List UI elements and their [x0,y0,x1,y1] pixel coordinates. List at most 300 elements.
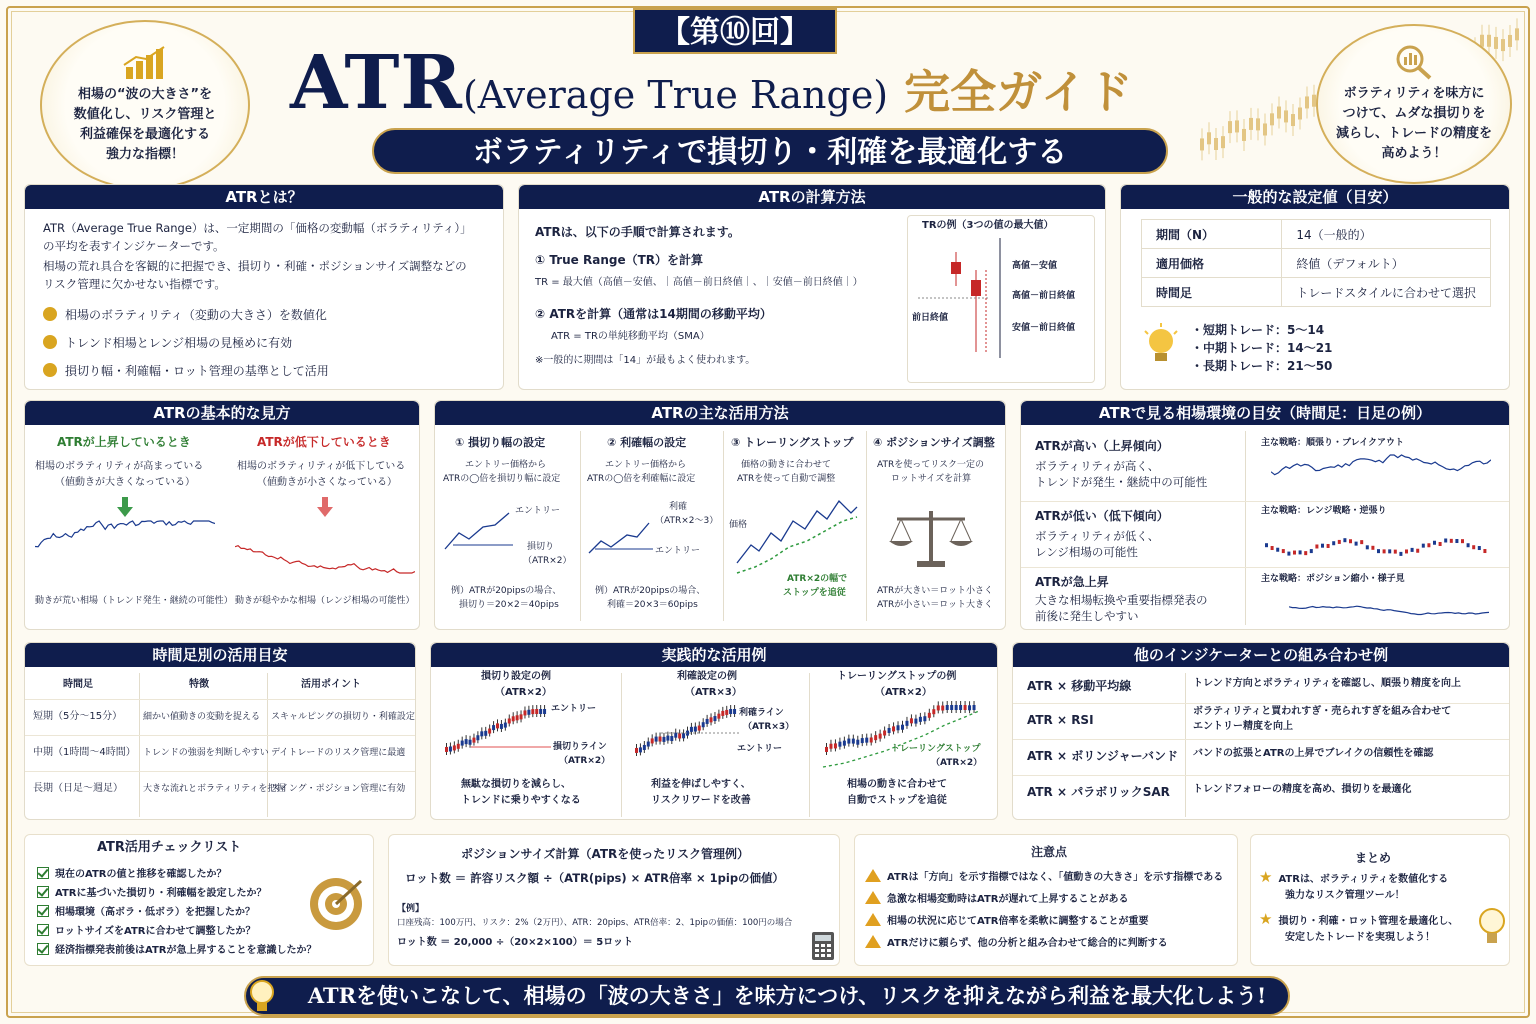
candle [651,738,654,743]
practice-item-sub: （ATR×2） [495,687,552,698]
decor-candle [1277,107,1281,119]
summary-item [1259,910,1459,928]
usage-item-desc: エントリー価格から [605,460,687,470]
candle [690,727,693,732]
about-point-label: 損切り幅・利確幅・ロット管理の基準として活用 [65,364,329,378]
checkbox-icon[interactable] [37,905,49,917]
target-icon [307,875,365,933]
candle [968,705,971,710]
candle [721,711,724,716]
basic-up-title: ATRが上昇しているとき [57,435,191,449]
stop-loss-diagram [443,505,513,555]
position-panel [388,834,840,966]
candle [1472,545,1475,549]
checkbox-icon[interactable] [37,867,49,879]
basic-up-desc: 相場のボラティリティが高まっている [35,461,204,472]
usage-label: 価格 [729,520,748,530]
practice-label: 損切りライン [553,742,607,752]
candle [825,747,828,752]
table-row [25,699,415,700]
take-profit-example-chart [631,703,741,769]
candle [923,716,926,721]
env-head: ATRが急上昇 [1035,575,1109,589]
timeframe-header: 特徴 [189,679,209,690]
candle [932,709,935,714]
candle [973,705,976,710]
about-text: 相場の荒れ具合を客観的に把握でき、損切り・利確・ポジションサイズ調整などの [43,259,467,273]
candle [710,717,713,722]
checkbox-icon[interactable] [37,886,49,898]
practice-caption: 利益を伸ばしやすく、 [651,779,751,790]
decor-candle [1270,113,1274,125]
candle [725,710,728,715]
checklist-item [37,865,226,881]
practice-caption: 相場の動きに合わせて [847,779,947,790]
decor-candle [1214,138,1218,150]
caution-label: 相場の状況に応じてATR倍率を柔軟に調整することが重要 [887,916,1149,927]
candle [1371,546,1374,550]
position-title: ポジションサイズ計算（ATRを使ったリスク管理例） [461,847,750,861]
env-head: ATRが低い（低下傾向） [1035,509,1169,523]
candle [504,723,507,728]
candle [457,744,460,749]
practice-item-title: 利確設定の例 [677,671,737,682]
summary-panel [1250,834,1510,966]
position-formula: ロット数 ＝ 許容リスク額 ÷（ATR(pips) × ATR倍率 × 1pipの価値） [405,871,785,885]
summary-line: 安定したトレードを実現しよう！ [1285,932,1435,943]
caution-item [865,933,1168,950]
about-point [43,361,329,380]
candle [1444,538,1447,542]
decor-candle [1207,132,1211,144]
calc-step1-formula: TR = 最大値（高値－安値、｜高値－前日終値｜、｜安値－前日終値｜） [535,277,863,288]
table-row [1142,249,1491,278]
tr-example-title: TRの例（3つの値の最大値） [922,220,1054,231]
gauge-icon [43,307,57,321]
timeframe-cell: 短期（5分〜15分） [33,711,123,722]
combo-desc: トレンド方向とボラティリティを確認し、順張り精度を向上 [1193,678,1461,689]
candle [919,717,922,722]
bar-chart-icon [43,363,57,377]
candle [946,705,949,710]
basic-down-caption: 動きが穏やかな相場（レンジ相場の可能性） [235,596,415,606]
candle [1349,539,1352,543]
timeframe-header: 時間足 [63,679,93,690]
candle [1343,538,1346,542]
candle [543,709,546,714]
combo-name: ATR × パラボリックSAR [1027,785,1170,799]
timeframe-cell: デイトレードのリスク管理に最適 [271,748,406,758]
decor-candle [1291,114,1295,126]
candle [1338,540,1341,544]
usage-item-desc: エントリー価格から [465,460,547,470]
settings-key: 時間足 [1142,278,1282,307]
settings-title: 一般的な設定値（目安） [1121,185,1509,209]
summary-line: ATRは、ボラティリティを数値化する [1278,874,1449,885]
decor-candle [1242,129,1246,141]
candle [445,747,448,752]
env-strategy: 主な戦略：レンジ戦略・逆張り [1261,506,1387,516]
practice-label: 利確ライン [739,708,784,718]
candle [856,740,859,745]
candle [659,737,662,742]
about-title: ATRとは？ [25,185,503,209]
combo-name: ATR × RSI [1027,713,1094,727]
usage-label: ATR×2の幅で [787,574,848,584]
table-row [1142,220,1491,249]
divider [580,431,581,621]
table-row [1013,703,1509,704]
candle [1433,541,1436,545]
combo-name: ATR × ボリンジャーバンド [1027,749,1179,763]
checkbox-icon[interactable] [37,924,49,936]
env-desc: トレンドが発生・継続中の可能性 [1035,475,1208,489]
practice-label: （ATR×3） [743,722,795,732]
decor-candle [1249,118,1253,130]
calm-price-chart [235,517,415,577]
candle [453,745,456,750]
decor-candle [1221,136,1225,148]
candle [516,715,519,720]
divider [866,431,867,621]
candle [1388,549,1391,553]
usage-title: ATRの主な活用方法 [435,401,1005,425]
candle [1422,544,1425,548]
lightbulb-icon [1477,905,1507,953]
candle [500,724,503,729]
candle [852,739,855,744]
usage-item-title: ① 損切り幅の設定 [455,436,546,449]
decor-candle [1235,120,1239,132]
about-point-label: トレンド相場とレンジ相場の見極めに有効 [65,336,293,350]
candle [1450,539,1453,543]
calc-panel [518,184,1106,390]
divider [1021,501,1509,502]
divider [809,673,810,817]
bar-chart-icon [43,335,57,349]
position-example-line: 口座残高：100万円、リスク：2%（2万円）、ATR：20pips、ATR倍率：2、1pipの価値：100円の場合 [397,918,793,928]
settings-table [1141,219,1491,307]
timeframe-cell: スイング・ポジション管理に有効 [271,784,406,794]
basic-panel [24,400,420,630]
volatile-price-chart [35,517,215,577]
candle [639,747,642,752]
high-atr-chart [1271,451,1491,491]
magnifier-chart-icon [1394,44,1434,80]
checklist-label: 現在のATRの値と推移を確認したか？ [55,869,227,880]
combo-title: 他のインジケーターとの組み合わせ例 [1013,643,1509,667]
right-note-line: つけて、ムダな損切りを [1342,106,1486,121]
stop-loss-example-chart [441,703,551,769]
candle [461,741,464,746]
usage-item-title: ② 利確幅の設定 [607,436,687,449]
right-note-line: ボラティリティを味方に [1343,86,1485,101]
candle [1360,540,1363,544]
practice-caption: 無駄な損切りを減らし、 [461,779,571,790]
page-title [290,40,1190,126]
caution-label: ATRだけに頼らず、他の分析と組み合わせて総合的に判断する [887,938,1168,949]
about-point [43,305,327,324]
candle [643,745,646,750]
candle [1265,543,1268,547]
checklist-label: ロットサイズをATRに合わせて調整したか？ [55,926,256,937]
usage-label: （ATR×2） [523,556,572,566]
lightbulb-icon [244,976,280,1016]
usage-item-desc: 価格の動きに合わせて [741,460,832,470]
table-row [25,771,415,772]
candle [1405,549,1408,553]
summary-line: 強力なリスク管理ツール！ [1285,890,1405,901]
candle [843,741,846,746]
about-text: の平均を表すインジケーターです。 [43,239,225,253]
candle [1299,550,1302,554]
star-icon: ★ [1259,910,1273,928]
candle [892,726,895,731]
usage-panel [434,400,1006,630]
footer-text: ATRを使いこなして、相場の「波の大きさ」を味方につけ、リスクを抑えながら利益を最大化しよう! [307,983,1267,1008]
calc-step2: ② ATRを計算（通常は14期間の移動平均） [535,307,772,321]
practice-caption: 自動でストップを追従 [847,795,947,806]
settings-tip: ・短期トレード：5〜14 [1191,323,1325,337]
usage-item-desc: ATRを使ってリスク一定の [877,460,985,470]
page-subtitle: ボラティリティで損切り・利確を最適化する [372,128,1168,174]
candle [1427,543,1430,547]
candle [905,721,908,726]
candle [1304,551,1307,555]
warning-icon [865,913,881,926]
candle [472,738,475,743]
candle [647,742,650,747]
candle [901,725,904,730]
star-icon: ★ [1259,868,1273,886]
settings-value: 終値（デフォルト） [1282,249,1491,278]
basic-down-title: ATRが低下しているとき [257,435,391,449]
position-example-label: 【例】 [397,904,425,914]
decor-candle [1228,121,1232,133]
warning-icon [865,869,881,882]
candle [1327,544,1330,548]
timeframe-panel [24,642,416,820]
decor-candle [1256,118,1260,130]
decor-candle [1263,123,1267,135]
usage-example: 損切り＝20×2＝40pips [459,600,559,610]
env-strategy: 主な戦略：ポジション縮小・様子見 [1261,574,1405,584]
tr-example-diagram [908,236,1096,382]
practice-caption: リスクリワードを改善 [651,795,751,806]
usage-label: ストップを追従 [783,588,846,598]
table-row [1013,739,1509,740]
candle [959,705,962,710]
current-candle [971,280,981,296]
left-note-line: 相場の“波の大きさ”を [77,87,213,102]
calc-intro: ATRは、以下の手順で計算されます。 [535,225,740,239]
trailing-stop-diagram [735,497,863,577]
candle [1394,550,1397,554]
env-head: ATRが高い（上昇傾向） [1035,439,1169,453]
decor-candle [1305,96,1309,108]
take-profit-diagram [587,513,657,559]
divider [1185,673,1186,817]
table-row [25,735,415,736]
candle [834,743,837,748]
caution-item [865,867,1223,884]
candle [861,738,864,743]
candle [531,709,534,714]
candle [535,709,538,714]
practice-panel [430,642,998,820]
table-row [1013,775,1509,776]
basic-up-desc: （値動きが大きくなっている） [55,477,195,488]
settings-key: 期間（N） [1142,220,1282,249]
candle [469,740,472,745]
candle [698,726,701,731]
usage-item-desc: ATRを使って自動で調整 [737,474,836,484]
decor-candle [1515,28,1519,40]
caution-label: ATRは「方向」を示す指標ではなく、「値動きの大きさ」を示す指標である [887,872,1224,883]
candle [702,722,705,727]
env-desc: ボラティリティが低く、 [1035,529,1160,543]
candle [655,737,658,742]
caution-item [865,911,1148,928]
combo-desc: トレンドフォローの精度を高め、損切りを最適化 [1193,784,1412,795]
prev-candle [951,262,961,274]
timeframe-cell: スキャルピングの損切り・利確設定 [271,712,415,722]
candle [1315,544,1318,548]
timeframe-cell: 中期（1時間〜4時間） [33,747,136,758]
checklist-item [37,903,255,919]
candle [465,739,468,744]
divider [723,431,724,621]
timeframe-cell: 細かい値動きの変動を捉える [143,712,261,722]
divider [1021,567,1509,568]
usage-example: ATRが小さい＝ロット大きく [877,600,994,610]
env-strategy: 主な戦略：順張り・ブレイクアウト [1261,438,1405,448]
calc-note: ※一般的に期間は「14」が最もよく使われます。 [535,355,756,366]
candle [539,709,542,714]
balance-scale-icon [889,507,973,569]
candle [1399,552,1402,556]
candle [476,735,479,740]
about-text: ATR（Average True Range）は、一定期間の「価格の変動幅（ボラティリティ）」 [43,221,472,235]
candle [1478,546,1481,550]
settings-key: 適用価格 [1142,249,1282,278]
practice-title: 実践的な活用例 [431,643,997,667]
right-note-line: 減らし、トレードの精度を [1335,126,1492,141]
practice-item-title: 損切り設定の例 [481,671,551,682]
usage-example: 例）ATRが20pipsの場合、 [451,586,562,596]
usage-example: 例）ATRが20pipsの場合、 [595,586,706,596]
candle [523,710,526,715]
calc-step2-formula: ATR = TRの単純移動平均（SMA） [551,331,710,342]
candle [937,705,940,710]
bar-chart-icon [122,45,168,81]
candle [480,731,483,736]
candle [484,731,487,736]
candle [955,705,958,710]
candle [1461,539,1464,543]
candle [1355,542,1358,546]
summary-item [1259,868,1449,886]
candle [1366,545,1369,549]
checklist-label: 経済指標発表前後はATRが急上昇することを意識したか？ [55,945,317,956]
tr-example-box [907,215,1095,383]
settings-tip: ・長期トレード：21〜50 [1191,359,1333,373]
tr-label: 安値－前日終値 [1012,323,1076,333]
combo-desc: バンドの拡張とATRの上昇でブレイクの信頼性を確認 [1193,748,1434,759]
calc-step1: ① True Range（TR）を計算 [535,253,704,267]
env-desc: レンジ相場の可能性 [1035,545,1138,559]
usage-label: 損切り [527,542,555,552]
candle [883,730,886,735]
candle [1293,551,1296,555]
right-note-line: 高めよう！ [1381,146,1447,161]
table-row [1142,278,1491,307]
title-sub: (Average True Range) [462,73,889,117]
candle [1310,549,1313,553]
about-point-label: 相場のボラティリティ（変動の大きさ）を数値化 [65,308,327,322]
candle [1439,542,1442,546]
candle [1271,546,1274,550]
timeframe-cell: 長期（日足〜週足） [33,783,123,794]
tr-label: 高値－前日終値 [1012,291,1076,301]
candle [847,739,850,744]
candle [1383,549,1386,553]
left-note-line: 強力な指標！ [105,147,184,162]
basic-down-desc: 相場のボラティリティが低下している [237,461,406,472]
candle [678,734,681,739]
spike-atr-chart [1289,589,1489,625]
caution-label: 急激な相場変動時はATRが遅れて上昇することがある [887,894,1129,905]
footer-banner [244,976,1290,1016]
tr-label-prev-close: 前日終値 [912,313,949,323]
summary-title: まとめ [1355,851,1392,865]
timeframe-header: 活用ポイント [301,679,361,690]
decor-candle [1284,110,1288,122]
candle [888,728,891,733]
right-emblem [1316,24,1512,184]
env-title: ATRで見る相場環境の目安（時間足：日足の例） [1021,401,1509,425]
usage-label: （ATR×2〜3） [655,516,719,526]
candle [1321,544,1324,548]
checklist-item [37,884,266,900]
candle [520,714,523,719]
timeframe-title: 時間足別の活用目安 [25,643,415,667]
candle [941,706,944,711]
candle [1276,548,1279,552]
practice-label: （ATR×2） [559,756,611,766]
candle [1483,549,1486,553]
candle [829,744,832,749]
caution-panel [854,834,1238,966]
candle [694,727,697,732]
combo-desc: ボラティリティと買われすぎ・売られすぎを組み合わせて [1193,706,1452,717]
candle [879,734,882,739]
warning-icon [865,891,881,904]
lightbulb-icon [1141,323,1181,367]
practice-label: エントリー [551,704,597,714]
basic-up-caption: 動きが荒い相場（トレンド発生・継続の可能性） [35,596,233,606]
episode-ribbon: 【第⑩回】 [633,8,837,54]
candle [865,738,868,743]
candle [928,713,931,718]
env-desc: 前後に発生しやすい [1035,609,1139,623]
practice-label: トレーリングストップ [891,744,981,754]
candle [666,736,669,741]
candle [733,709,736,714]
candle [1282,549,1285,553]
checkbox-icon[interactable] [37,943,49,955]
candle [897,725,900,730]
